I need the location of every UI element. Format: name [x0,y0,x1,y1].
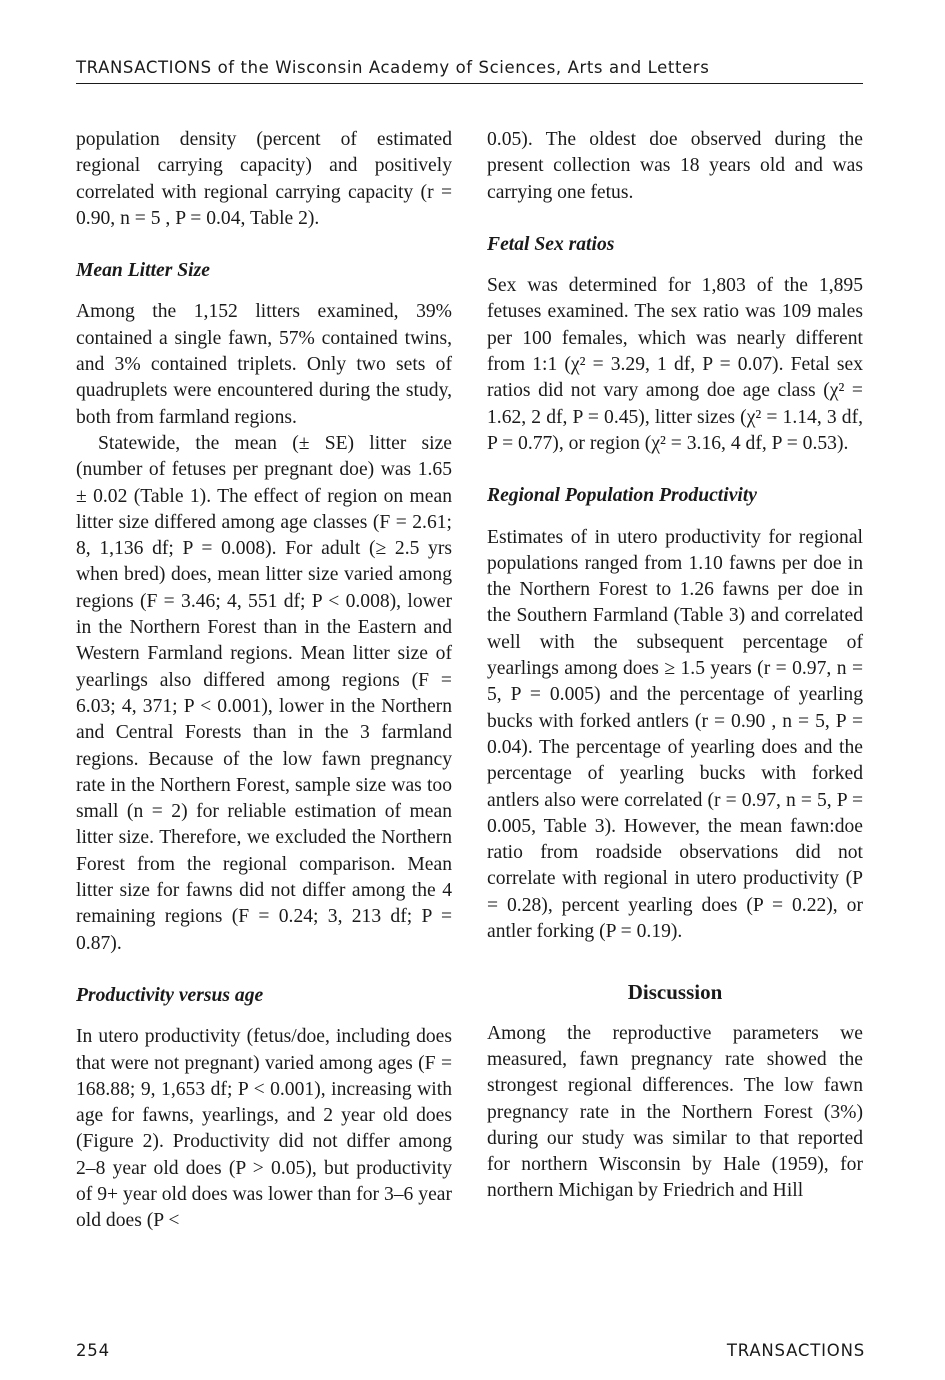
regional-productivity-heading: Regional Population Productivity [487,485,757,507]
intro-paragraph: population density (percent of estimated regional carrying capacity) and positively correlated with regional carrying capacity (r = 0.90, n = 5 , P = 0.04, Table 2). [76,129,452,229]
discussion-paragraph: Among the reproductive parameters we measured, fawn pregnancy rate showed the strongest regional differences. The low fawn pregnancy rate in the Northern Forest (3%) during our study was similar to that reported for northern Wisconsin by Hale (1959), for northern Michigan by Friedrich and Hill [487,1022,863,1202]
page-number: 254 [76,1341,110,1360]
regional-paragraph: Estimates of in utero productivity for regional populations ranged from 1.10 fawns per doe in the Northern Forest to 1.26 fawns per doe in the Southern Farmland (Table 3) and correlated well with the subsequent percentage of yearlings among does ≥ 1.5 years (r = 0.97, n = 5, P = 0.005) and the percentage of yearling bucks with forked antlers (r = 0.90 , n = 5, P = 0.04). The percentage of yearling does and the percentage of yearling bucks with forked antlers also were correlated (r = 0.97, n = 5, P = 0.005, Table 3). However, the mean fawn:doe ratio from roadside observations did not correlate with regional in utero productivity (P = 0.28), percent yearling does (P = 0.22), or antler forking (P = 0.19). [487,526,863,943]
productivity-age-heading: Productivity versus age [76,984,264,1006]
fetal-sex-ratios-heading: Fetal Sex ratios [487,233,615,255]
mean-litter-size-heading: Mean Litter Size [76,260,210,282]
litter-paragraph-1: Among the 1,152 litters examined, 39% contained a single fawn, 57% contained twins, and 3% contained triplets. Only two sets of quadruplets were encountered during the study, both from farmland regions. [76,301,452,428]
discussion-heading: Discussion [627,980,723,1005]
continued-paragraph: 0.05). The oldest doe observed during the present collection was 18 years old and was carrying one fetus. [487,129,863,203]
header-rule [76,83,863,84]
litter-paragraph-2: Statewide, the mean (± SE) litter size (number of fetuses per pregnant doe) was 1.65 ± 0.02 (Table 1). The effect of region on mean litter size differed among age classes (F = 2.61; 8, 1,136 df; P = 0.008). For adult (≥ 2.5 yrs when bred) does, mean litter size varied among regions (F = 3.46; 4, 551 df; P < 0.008), lower in the Northern Forest than in the Eastern and Western Farmland regions. Mean litter size of yearlings also differed among regions (F = 6.03; 4, 371; P < 0.001), lower in the Northern and Central Forests than in the 3 farmland regions. Because of the low fawn pregnancy rate in the Northern Forest, sample size was too small (n = 2) for reliable estimation of mean litter size. Therefore, we excluded the Northern Forest from the regional comparison. Mean litter size for fawns did not differ among the 4 remaining regions (F = 0.24; 3, 213 df; P = 0.87). [76,432,452,954]
productivity-paragraph: In utero productivity (fetus/doe, including does that were not pregnant) varied among ages (F = 168.88; 9, 1,653 df; P < 0.001), increasing with age for fawns, yearlings, and 2 year old does (Figure 2). Productivity did not differ among 2–8 year old does (P > 0.05), but productivity of 9+ year old does was lower than for 3–6 year old does (P < [76,1026,452,1232]
left-column [76,127,452,1235]
running-head: TRANSACTIONS of the Wisconsin Academy of Sciences, Arts and Letters [76,58,710,77]
journal-footer: TRANSACTIONS [726,1341,865,1360]
right-column [487,127,863,1205]
fetal-sex-paragraph: Sex was determined for 1,803 of the 1,895 fetuses examined. The sex ratio was 109 males per 100 females, which was nearly different from 1:1 (χ² = 3.29, 1 df, P = 0.07). Fetal sex ratios did not vary among doe age class (χ² = 1.62, 2 df, P = 0.45), litter sizes (χ² = 1.14, 3 df, P = 0.77), or region (χ² = 3.16, 4 df, P = 0.53). [487,275,863,454]
